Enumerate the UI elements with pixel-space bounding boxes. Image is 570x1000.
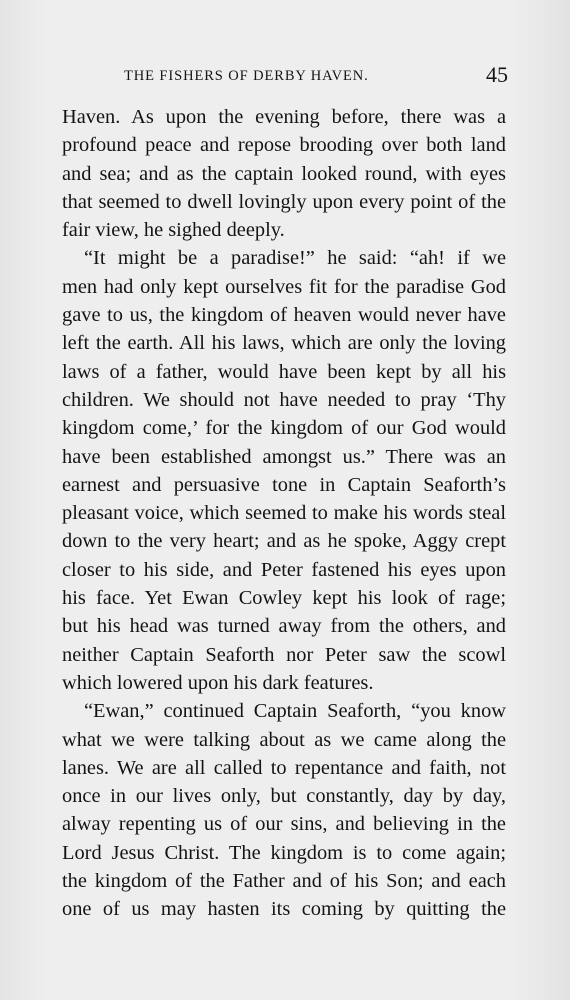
text-line: once in our lives only, but constantly, day by day, (62, 785, 506, 808)
text-line: Lord Jesus Christ. The kingdom is to come again; (62, 841, 506, 864)
text-line: fair view, he sighed deeply. (62, 219, 285, 242)
text-line: left the earth. All his laws, which are only the loving (62, 332, 506, 355)
text-line: lanes. We are all called to repentance and faith, not (62, 756, 506, 779)
text-line: men had only kept ourselves fit for the paradise God (62, 275, 506, 298)
text-line: alway repenting us of our sins, and believing in the (62, 813, 506, 836)
text-line: neither Captain Seaforth nor Peter saw the scowl (62, 643, 506, 666)
body-text (62, 103, 506, 924)
text-line: Haven. As upon the evening before, there was a (62, 106, 506, 128)
page-number: 45 (486, 62, 508, 87)
text-line: “It might be a paradise!” he said: “ah! if we (84, 247, 506, 270)
text-line: children. We should not have needed to pray ‘Thy (62, 388, 506, 411)
text-line: but his head was turned away from the others, and (62, 615, 506, 638)
text-line: down to the very heart; and as he spoke, Aggy crept (62, 530, 506, 553)
text-line: the kingdom of the Father and of his Son; and each (62, 870, 506, 893)
text-line: kingdom come,’ for the kingdom of our God would (62, 417, 506, 440)
text-line: laws of a father, would have been kept by all his (62, 360, 506, 383)
text-line: gave to us, the kingdom of heaven would never have (62, 304, 506, 327)
text-line: that seemed to dwell lovingly upon every point of the (62, 190, 506, 213)
running-head-title: THE FISHERS OF DERBY HAVEN. (124, 68, 369, 84)
text-line: one of us may hasten its coming by quitting the (62, 898, 506, 921)
text-line: which lowered upon his dark features. (62, 671, 374, 694)
text-line: profound peace and repose brooding over both land (62, 134, 506, 157)
text-line: have been established amongst us.” There was an (62, 445, 506, 468)
text-line: earnest and persuasive tone in Captain Seaforth’s (62, 473, 506, 496)
text-line: what we were talking about as we came along the (62, 728, 506, 751)
text-line: closer to his side, and Peter fastened his eyes upon (62, 558, 506, 581)
text-line: “Ewan,” continued Captain Seaforth, “you know (84, 700, 506, 723)
text-line: pleasant voice, which seemed to make his words steal (62, 502, 506, 525)
text-line: and sea; and as the captain looked round, with eyes (62, 162, 506, 185)
text-line: his face. Yet Ewan Cowley kept his look of rage; (62, 587, 506, 610)
running-head (62, 62, 508, 90)
